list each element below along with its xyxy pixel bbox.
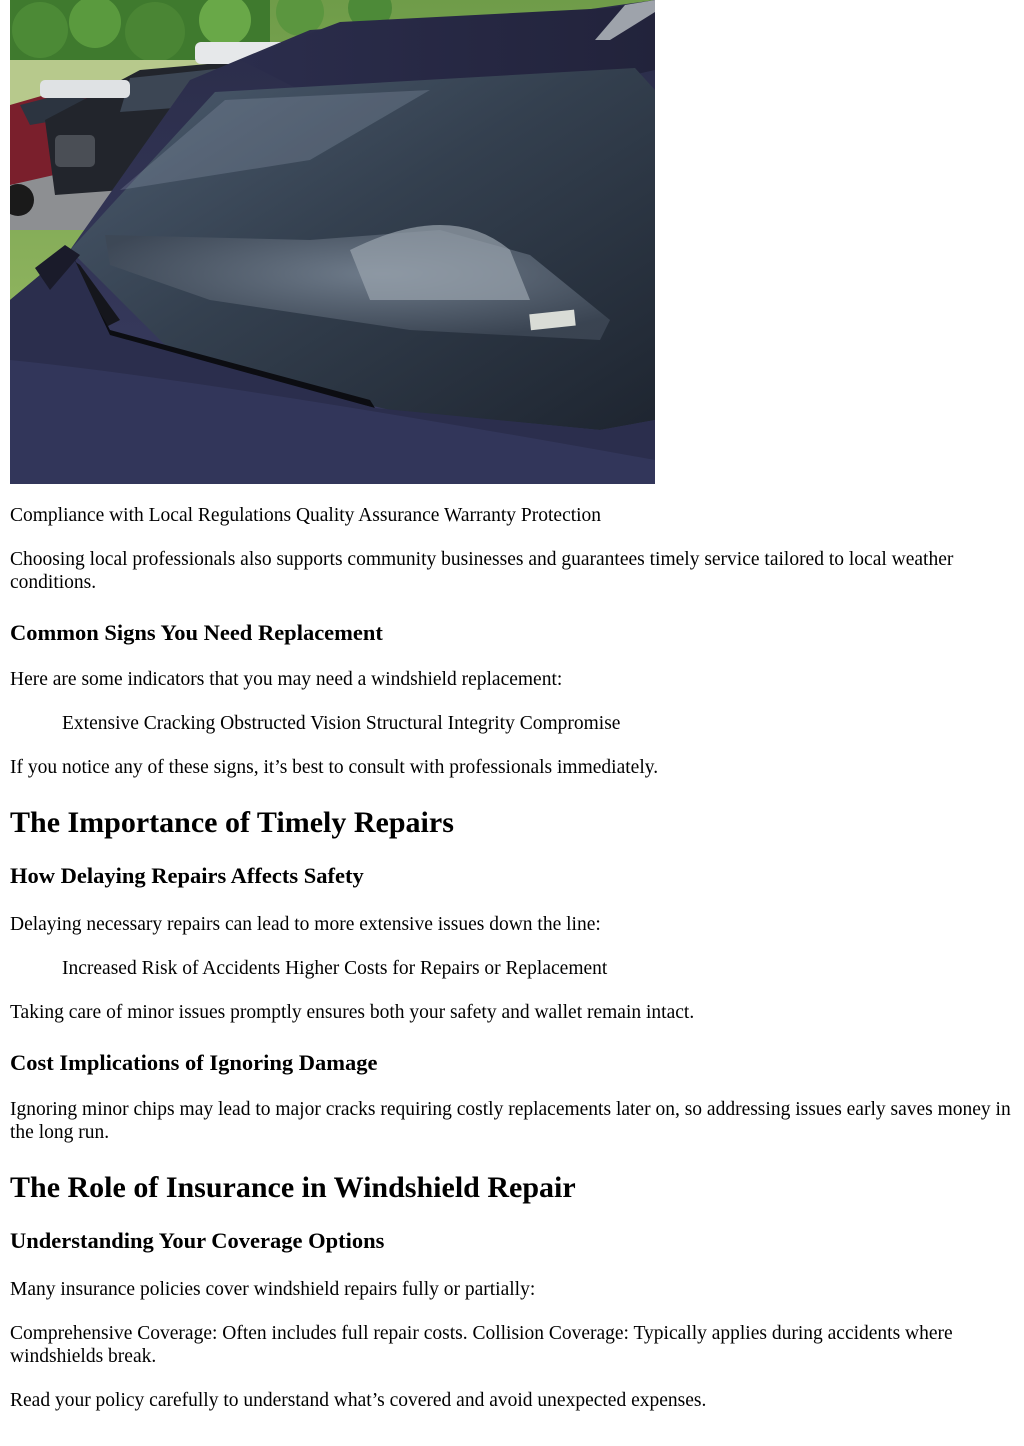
delay-paragraph: Delaying necessary repairs can lead to more extensive issues down the line: — [10, 914, 601, 935]
features-line: Compliance with Local Regulations Quality Assurance Warranty Protection — [10, 505, 602, 526]
subheading-coverage-options: Understanding Your Coverage Options — [10, 1228, 385, 1253]
local-professionals-paragraph: Choosing local professionals also supports community businesses and guarantees timely service tailored to local weather conditions. — [10, 549, 954, 593]
read-policy-paragraph: Read your policy carefully to understand what’s covered and avoid unexpected expenses. — [10, 1390, 707, 1411]
section-heading-timely-repairs: The Importance of Timely Repairs — [10, 806, 454, 839]
consult-notice: If you notice any of these signs, it’s best to consult with professionals immediately. — [10, 757, 659, 778]
minor-issues-paragraph: Taking care of minor issues promptly ensures both your safety and wallet remain intact. — [10, 1002, 695, 1023]
signs-list: Extensive Cracking Obstructed Vision Structural Integrity Compromise — [62, 713, 621, 734]
delay-risks-list: Increased Risk of Accidents Higher Costs for Repairs or Replacement — [62, 958, 608, 979]
subheading-cost-implications: Cost Implications of Ignoring Damage — [10, 1050, 378, 1075]
ignoring-damage-paragraph: Ignoring minor chips may lead to major cracks requiring costly replacements later on, so addressing issues early saves money in the long run. — [10, 1099, 1011, 1143]
article-body — [10, 0, 1014, 1412]
windshield-photo — [10, 0, 655, 484]
section-heading-insurance: The Role of Insurance in Windshield Repair — [10, 1171, 576, 1204]
policies-paragraph: Many insurance policies cover windshield repairs fully or partially: — [10, 1279, 536, 1300]
subheading-delaying-repairs: How Delaying Repairs Affects Safety — [10, 863, 364, 888]
windshield-photo-drawing — [10, 0, 655, 484]
section-heading-common-signs: Common Signs You Need Replacement — [10, 620, 383, 645]
coverage-types-paragraph: Comprehensive Coverage: Often includes full repair costs. Collision Coverage: Typically applies during accidents where windshields break. — [10, 1323, 953, 1367]
indicators-intro: Here are some indicators that you may need a windshield replacement: — [10, 669, 563, 690]
